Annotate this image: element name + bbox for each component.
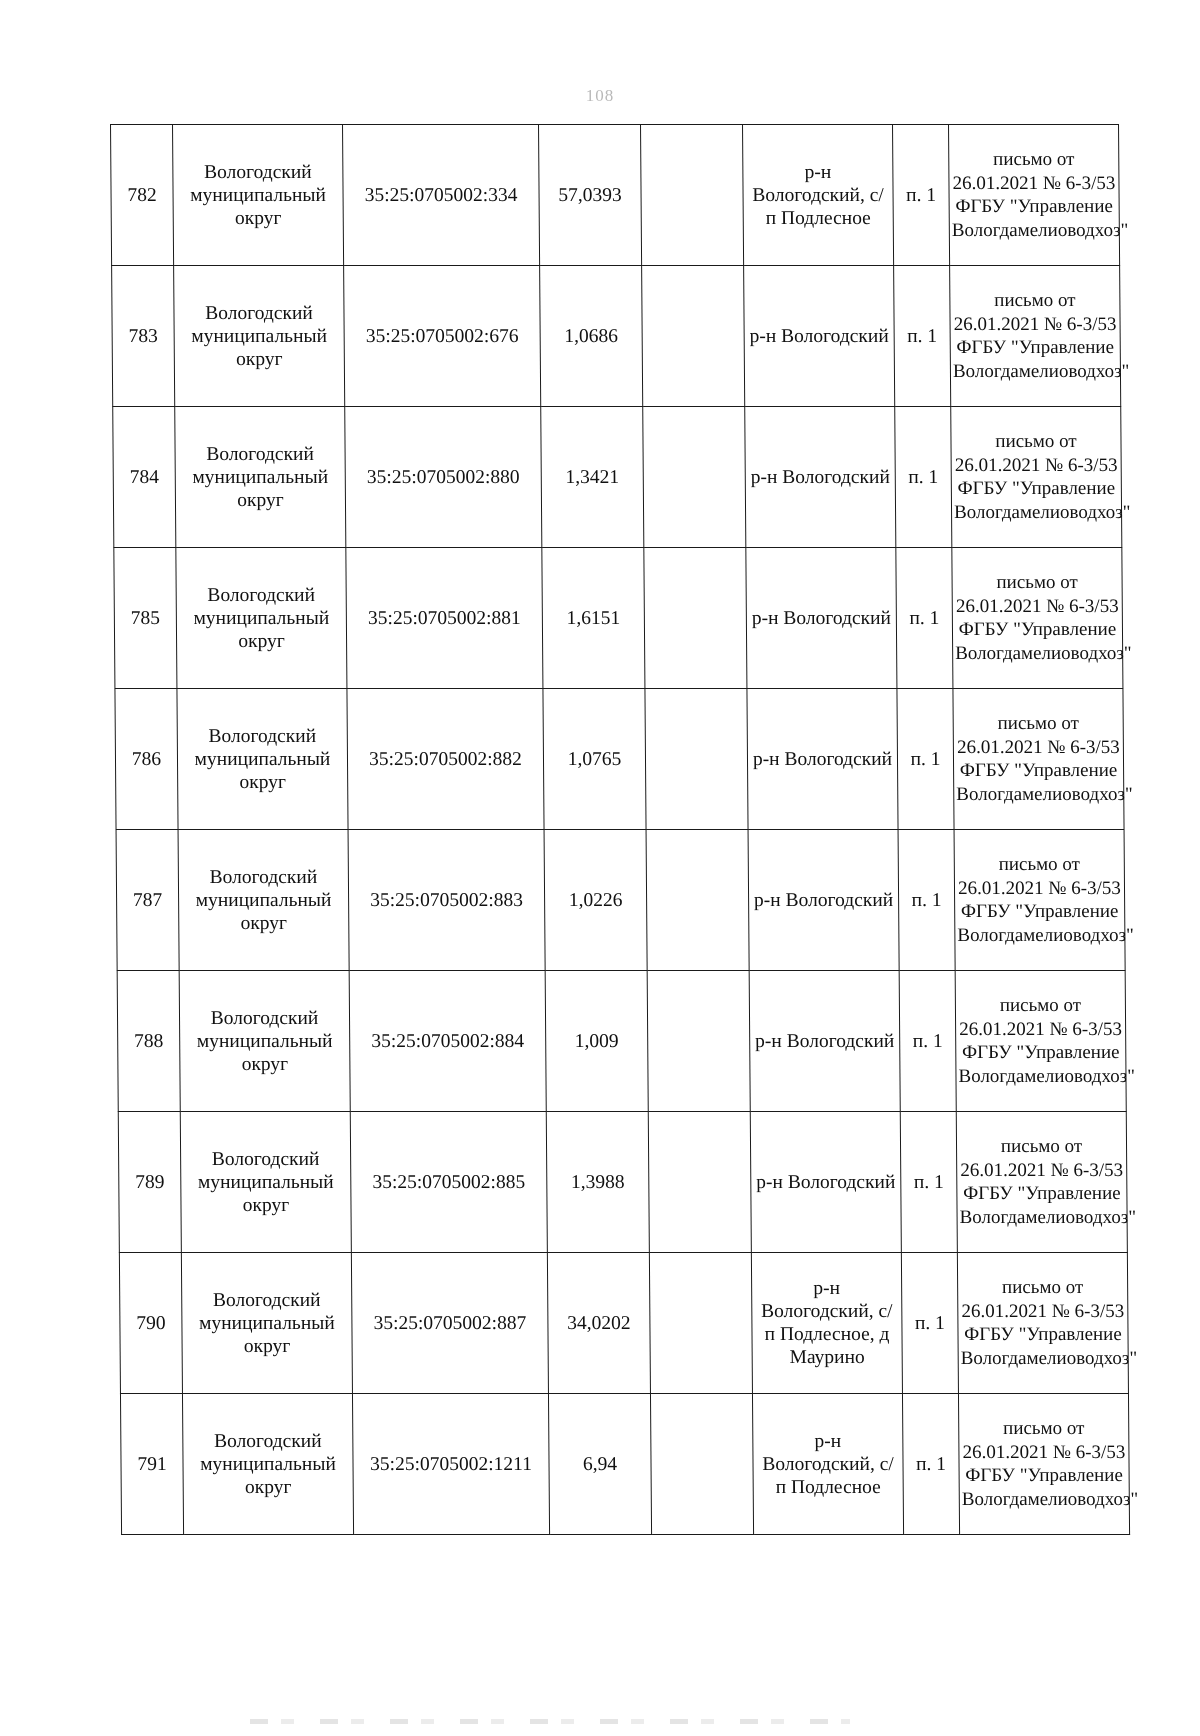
cadastral-number-cell: 35:25:0705002:334: [343, 125, 540, 266]
table-row: [119, 1253, 1128, 1394]
district-cell: Вологодский муниципальный округ: [178, 830, 349, 971]
location-cell: р-н Вологодский: [746, 548, 897, 689]
district-cell: Вологодский муниципальный округ: [173, 125, 344, 266]
letter-reference-cell: письмо от 26.01.2021 № 6-3/53 ФГБУ "Управление Вологдамелиоводхоз": [956, 1112, 1127, 1253]
table-row: [116, 830, 1125, 971]
cadastral-number-cell: 35:25:0705002:880: [345, 407, 542, 548]
cadastral-number-cell: 35:25:0705002:882: [347, 689, 544, 830]
empty-cell: [645, 689, 748, 830]
row-number: 785: [114, 548, 177, 689]
empty-cell: [649, 1253, 752, 1394]
district-cell: Вологодский муниципальный округ: [180, 1112, 351, 1253]
area-cell: 1,0686: [540, 266, 643, 407]
location-cell: р-н Вологодский: [750, 1112, 901, 1253]
clause-cell: п. 1: [893, 125, 950, 266]
location-cell: р-н Вологодский, с/п Подлесное: [752, 1394, 903, 1535]
area-cell: 1,0765: [543, 689, 646, 830]
table-row: [115, 689, 1124, 830]
location-cell: р-н Вологодский: [747, 689, 898, 830]
empty-cell: [641, 125, 744, 266]
cadastral-number-cell: 35:25:0705002:884: [349, 971, 546, 1112]
letter-reference-cell: письмо от 26.01.2021 № 6-3/53 ФГБУ "Управление Вологдамелиоводхоз": [953, 689, 1124, 830]
area-cell: 6,94: [548, 1394, 651, 1535]
cadastral-number-cell: 35:25:0705002:885: [350, 1112, 547, 1253]
empty-cell: [643, 407, 746, 548]
empty-cell: [642, 266, 745, 407]
district-cell: Вологодский муниципальный округ: [179, 971, 350, 1112]
clause-cell: п. 1: [899, 971, 956, 1112]
scan-artifact: [250, 1719, 850, 1724]
letter-reference-cell: письмо от 26.01.2021 № 6-3/53 ФГБУ "Управление Вологдамелиоводхоз": [951, 407, 1122, 548]
letter-reference-cell: письмо от 26.01.2021 № 6-3/53 ФГБУ "Управление Вологдамелиоводхоз": [952, 548, 1123, 689]
cadastral-number-cell: 35:25:0705002:1211: [352, 1394, 549, 1535]
district-cell: Вологодский муниципальный округ: [177, 689, 348, 830]
empty-cell: [644, 548, 747, 689]
table-row: [120, 1394, 1129, 1535]
letter-reference-cell: письмо от 26.01.2021 № 6-3/53 ФГБУ "Управление Вологдамелиоводхоз": [955, 971, 1126, 1112]
area-cell: 1,3988: [546, 1112, 649, 1253]
letter-reference-cell: письмо от 26.01.2021 № 6-3/53 ФГБУ "Управление Вологдамелиоводхоз": [949, 125, 1120, 266]
cadastral-number-cell: 35:25:0705002:883: [348, 830, 545, 971]
empty-cell: [650, 1394, 753, 1535]
clause-cell: п. 1: [896, 548, 953, 689]
row-number: 786: [115, 689, 178, 830]
row-number: 791: [120, 1394, 183, 1535]
clause-cell: п. 1: [898, 830, 955, 971]
row-number: 784: [113, 407, 176, 548]
location-cell: р-н Вологодский: [749, 971, 900, 1112]
clause-cell: п. 1: [901, 1253, 958, 1394]
area-cell: 1,009: [545, 971, 648, 1112]
page-number: 108: [585, 86, 615, 105]
area-cell: 57,0393: [539, 125, 642, 266]
district-cell: Вологодский муниципальный округ: [176, 548, 347, 689]
area-cell: 1,3421: [541, 407, 644, 548]
clause-cell: п. 1: [895, 407, 952, 548]
table-row: [114, 548, 1123, 689]
land-plots-table: [110, 124, 1139, 1535]
letter-reference-cell: письмо от 26.01.2021 № 6-3/53 ФГБУ "Управление Вологдамелиоводхоз": [957, 1253, 1128, 1394]
location-cell: р-н Вологодский: [748, 830, 899, 971]
clause-cell: п. 1: [902, 1394, 959, 1535]
row-number: 783: [112, 266, 175, 407]
district-cell: Вологодский муниципальный округ: [174, 266, 345, 407]
empty-cell: [646, 830, 749, 971]
row-number: 782: [111, 125, 174, 266]
letter-reference-cell: письмо от 26.01.2021 № 6-3/53 ФГБУ "Управление Вологдамелиоводхоз": [954, 830, 1125, 971]
row-number: 790: [119, 1253, 182, 1394]
letter-reference-cell: письмо от 26.01.2021 № 6-3/53 ФГБУ "Управление Вологдамелиоводхоз": [950, 266, 1121, 407]
district-cell: Вологодский муниципальный округ: [182, 1394, 353, 1535]
area-cell: 1,0226: [544, 830, 647, 971]
table-row: [111, 125, 1120, 266]
district-cell: Вологодский муниципальный округ: [181, 1253, 352, 1394]
cadastral-number-cell: 35:25:0705002:881: [346, 548, 543, 689]
district-cell: Вологодский муниципальный округ: [175, 407, 346, 548]
clause-cell: п. 1: [897, 689, 954, 830]
table-row: [112, 266, 1121, 407]
cadastral-number-cell: 35:25:0705002:887: [351, 1253, 548, 1394]
location-cell: р-н Вологодский: [744, 266, 895, 407]
row-number: 789: [118, 1112, 181, 1253]
clause-cell: п. 1: [900, 1112, 957, 1253]
location-cell: р-н Вологодский: [745, 407, 896, 548]
table-row: [113, 407, 1122, 548]
location-cell: р-н Вологодский, с/п Подлесное, д Маурино: [751, 1253, 902, 1394]
table-row: [118, 1112, 1127, 1253]
location-cell: р-н Вологодский, с/п Подлесное: [743, 125, 894, 266]
row-number: 787: [116, 830, 179, 971]
row-number: 788: [117, 971, 180, 1112]
area-cell: 1,6151: [542, 548, 645, 689]
table-row: [117, 971, 1126, 1112]
cadastral-number-cell: 35:25:0705002:676: [344, 266, 541, 407]
clause-cell: п. 1: [894, 266, 951, 407]
area-cell: 34,0202: [547, 1253, 650, 1394]
letter-reference-cell: письмо от 26.01.2021 № 6-3/53 ФГБУ "Управление Вологдамелиоводхоз": [958, 1394, 1129, 1535]
empty-cell: [647, 971, 750, 1112]
empty-cell: [648, 1112, 751, 1253]
